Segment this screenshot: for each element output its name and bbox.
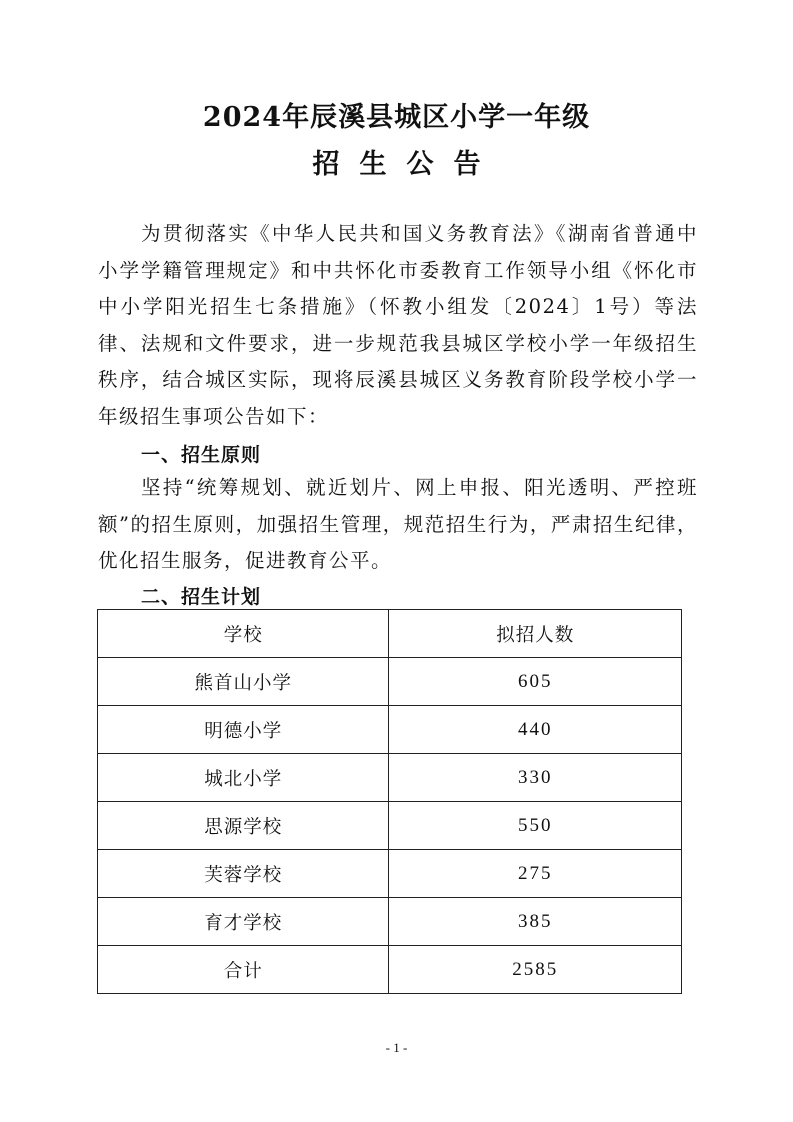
school-name: 熊首山小学 bbox=[98, 658, 389, 706]
table-row bbox=[98, 898, 682, 946]
table-row bbox=[98, 658, 682, 706]
planned-count: 330 bbox=[389, 754, 682, 802]
school-name: 育才学校 bbox=[98, 898, 389, 946]
intro-paragraph: 为贯彻落实《中华人民共和国义务教育法》《湖南省普通中小学学籍管理规定》和中共怀化市委教育工作领导小组《怀化市中小学阳光招生七条措施》（怀教小组发〔2024〕1号）等法律、法规和文件要求，进一步规范我县城区学校小学一年级招生秩序，结合城区实际，现将辰溪县城区义务教育阶段学校小学一年级招生事项公告如下： bbox=[98, 222, 698, 428]
table-header-row bbox=[98, 610, 682, 658]
school-name: 思源学校 bbox=[98, 802, 389, 850]
planned-count: 605 bbox=[389, 658, 682, 706]
total-count: 2585 bbox=[389, 946, 682, 994]
planned-count: 440 bbox=[389, 706, 682, 754]
principles-paragraph: 坚持“统筹规划、就近划片、网上申报、阳光透明、严控班额”的招生原则，加强招生管理，规范招生行为，严肃招生纪律，优化招生服务，促进教育公平。 bbox=[98, 476, 698, 573]
total-label: 合计 bbox=[98, 946, 389, 994]
school-name: 芙蓉学校 bbox=[98, 850, 389, 898]
page-number: - 1 - bbox=[385, 1040, 408, 1055]
planned-count: 550 bbox=[389, 802, 682, 850]
school-name: 城北小学 bbox=[98, 754, 389, 802]
table-row bbox=[98, 850, 682, 898]
school-name: 明德小学 bbox=[98, 706, 389, 754]
document-title: 2024年辰溪县城区小学一年级 bbox=[202, 102, 591, 133]
section-heading-principles: 一、招生原则 bbox=[141, 444, 262, 466]
enrollment-plan-table bbox=[97, 609, 682, 994]
planned-count: 385 bbox=[389, 898, 682, 946]
planned-count: 275 bbox=[389, 850, 682, 898]
header-planned-count: 拟招人数 bbox=[389, 610, 682, 658]
section-heading-plan: 二、招生计划 bbox=[141, 586, 262, 608]
table-total-row bbox=[98, 946, 682, 994]
document-subtitle: 招生公告 bbox=[312, 149, 501, 180]
table-row bbox=[98, 802, 682, 850]
table-row bbox=[98, 706, 682, 754]
header-school: 学校 bbox=[98, 610, 389, 658]
table-row bbox=[98, 754, 682, 802]
